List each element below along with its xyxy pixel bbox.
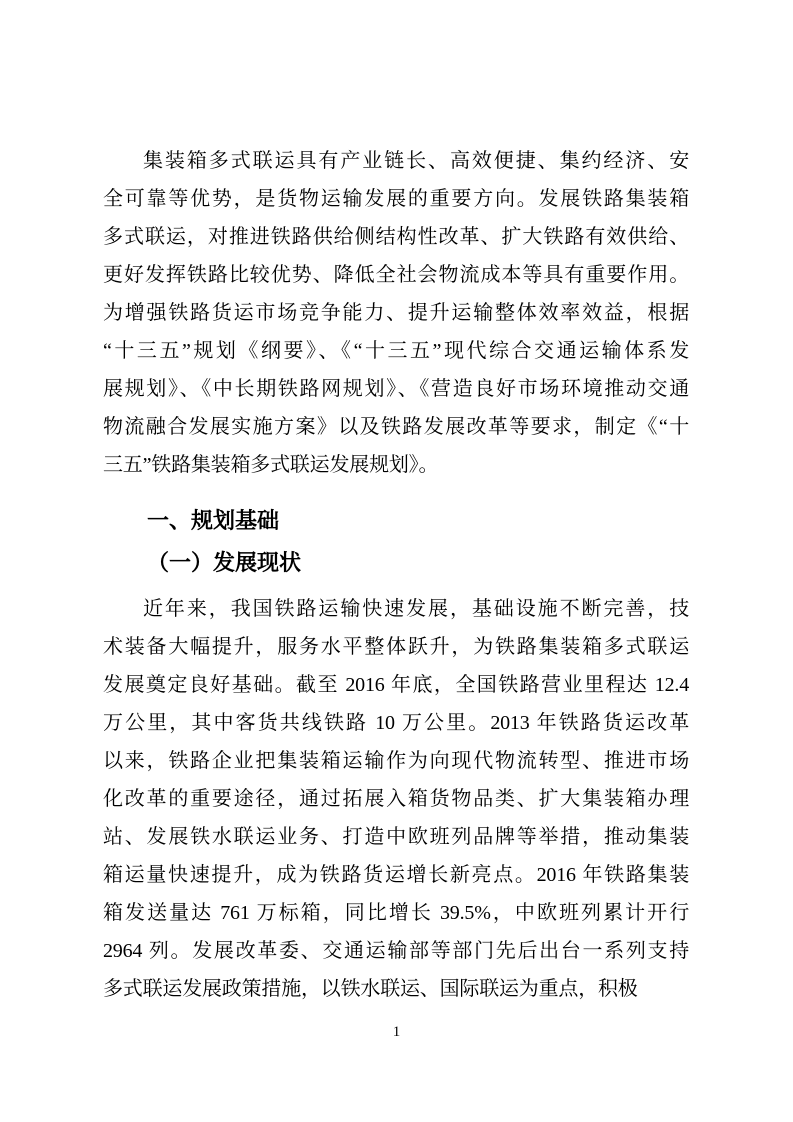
text-line: 多式联运发展政策措施，以铁水联运、国际联运为重点，积极	[103, 978, 638, 1000]
text-line: 2964 列。发展改革委、交通运输部等部门先后出台一系列支持	[103, 940, 689, 962]
text-line: 术装备大幅提升，服务水平整体跃升，为铁路集装箱多式联运	[103, 636, 689, 658]
text-line: 展规划》、《中长期铁路网规划》、《营造良好市场环境推动交通	[103, 378, 689, 400]
text-line: 更好发挥铁路比较优势、降低全社会物流成本等具有重要作用。	[103, 264, 689, 286]
text-line: 化改革的重要途径，通过拓展入箱货物品类、扩大集装箱办理	[103, 788, 689, 810]
text-line: 全可靠等优势，是货物运输发展的重要方向。发展铁路集装箱	[103, 188, 689, 210]
text-line: 发展奠定良好基础。截至 2016 年底，全国铁路营业里程达 12.4	[103, 674, 689, 696]
text-line: 箱运量快速提升，成为铁路货运增长新亮点。2016 年铁路集装	[103, 864, 689, 886]
text-line: 物流融合发展实施方案》以及铁路发展改革等要求，制定《“十	[103, 416, 689, 438]
paragraph-intro	[103, 142, 689, 484]
paragraph-development-status	[103, 590, 689, 1008]
section-heading: 一、规划基础	[147, 508, 280, 533]
text-line: 为增强铁路货运市场竞争能力、提升运输整体效率效益，根据	[103, 302, 689, 324]
text-line: “十三五”规划《纲要》、《“十三五”现代综合交通运输体系发	[103, 340, 689, 362]
text-line: 站、发展铁水联运业务、打造中欧班列品牌等举措，推动集装	[103, 826, 689, 848]
subsection-heading: （一）发展现状	[147, 550, 302, 575]
page-number: 1	[392, 1024, 401, 1040]
document-body	[103, 142, 689, 1008]
text-line: 万公里，其中客货共线铁路 10 万公里。2013 年铁路货运改革	[103, 712, 689, 734]
text-line: 集装箱多式联运具有产业链长、高效便捷、集约经济、安	[143, 150, 689, 172]
text-line: 三五”铁路集装箱多式联运发展规划》。	[103, 454, 439, 476]
text-line: 以来，铁路企业把集装箱运输作为向现代物流转型、推进市场	[103, 750, 689, 772]
text-line: 近年来，我国铁路运输快速发展，基础设施不断完善，技	[143, 598, 689, 620]
text-line: 箱发送量达 761 万标箱，同比增长 39.5%，中欧班列累计开行	[103, 902, 689, 924]
text-line: 多式联运，对推进铁路供给侧结构性改革、扩大铁路有效供给、	[103, 226, 689, 248]
